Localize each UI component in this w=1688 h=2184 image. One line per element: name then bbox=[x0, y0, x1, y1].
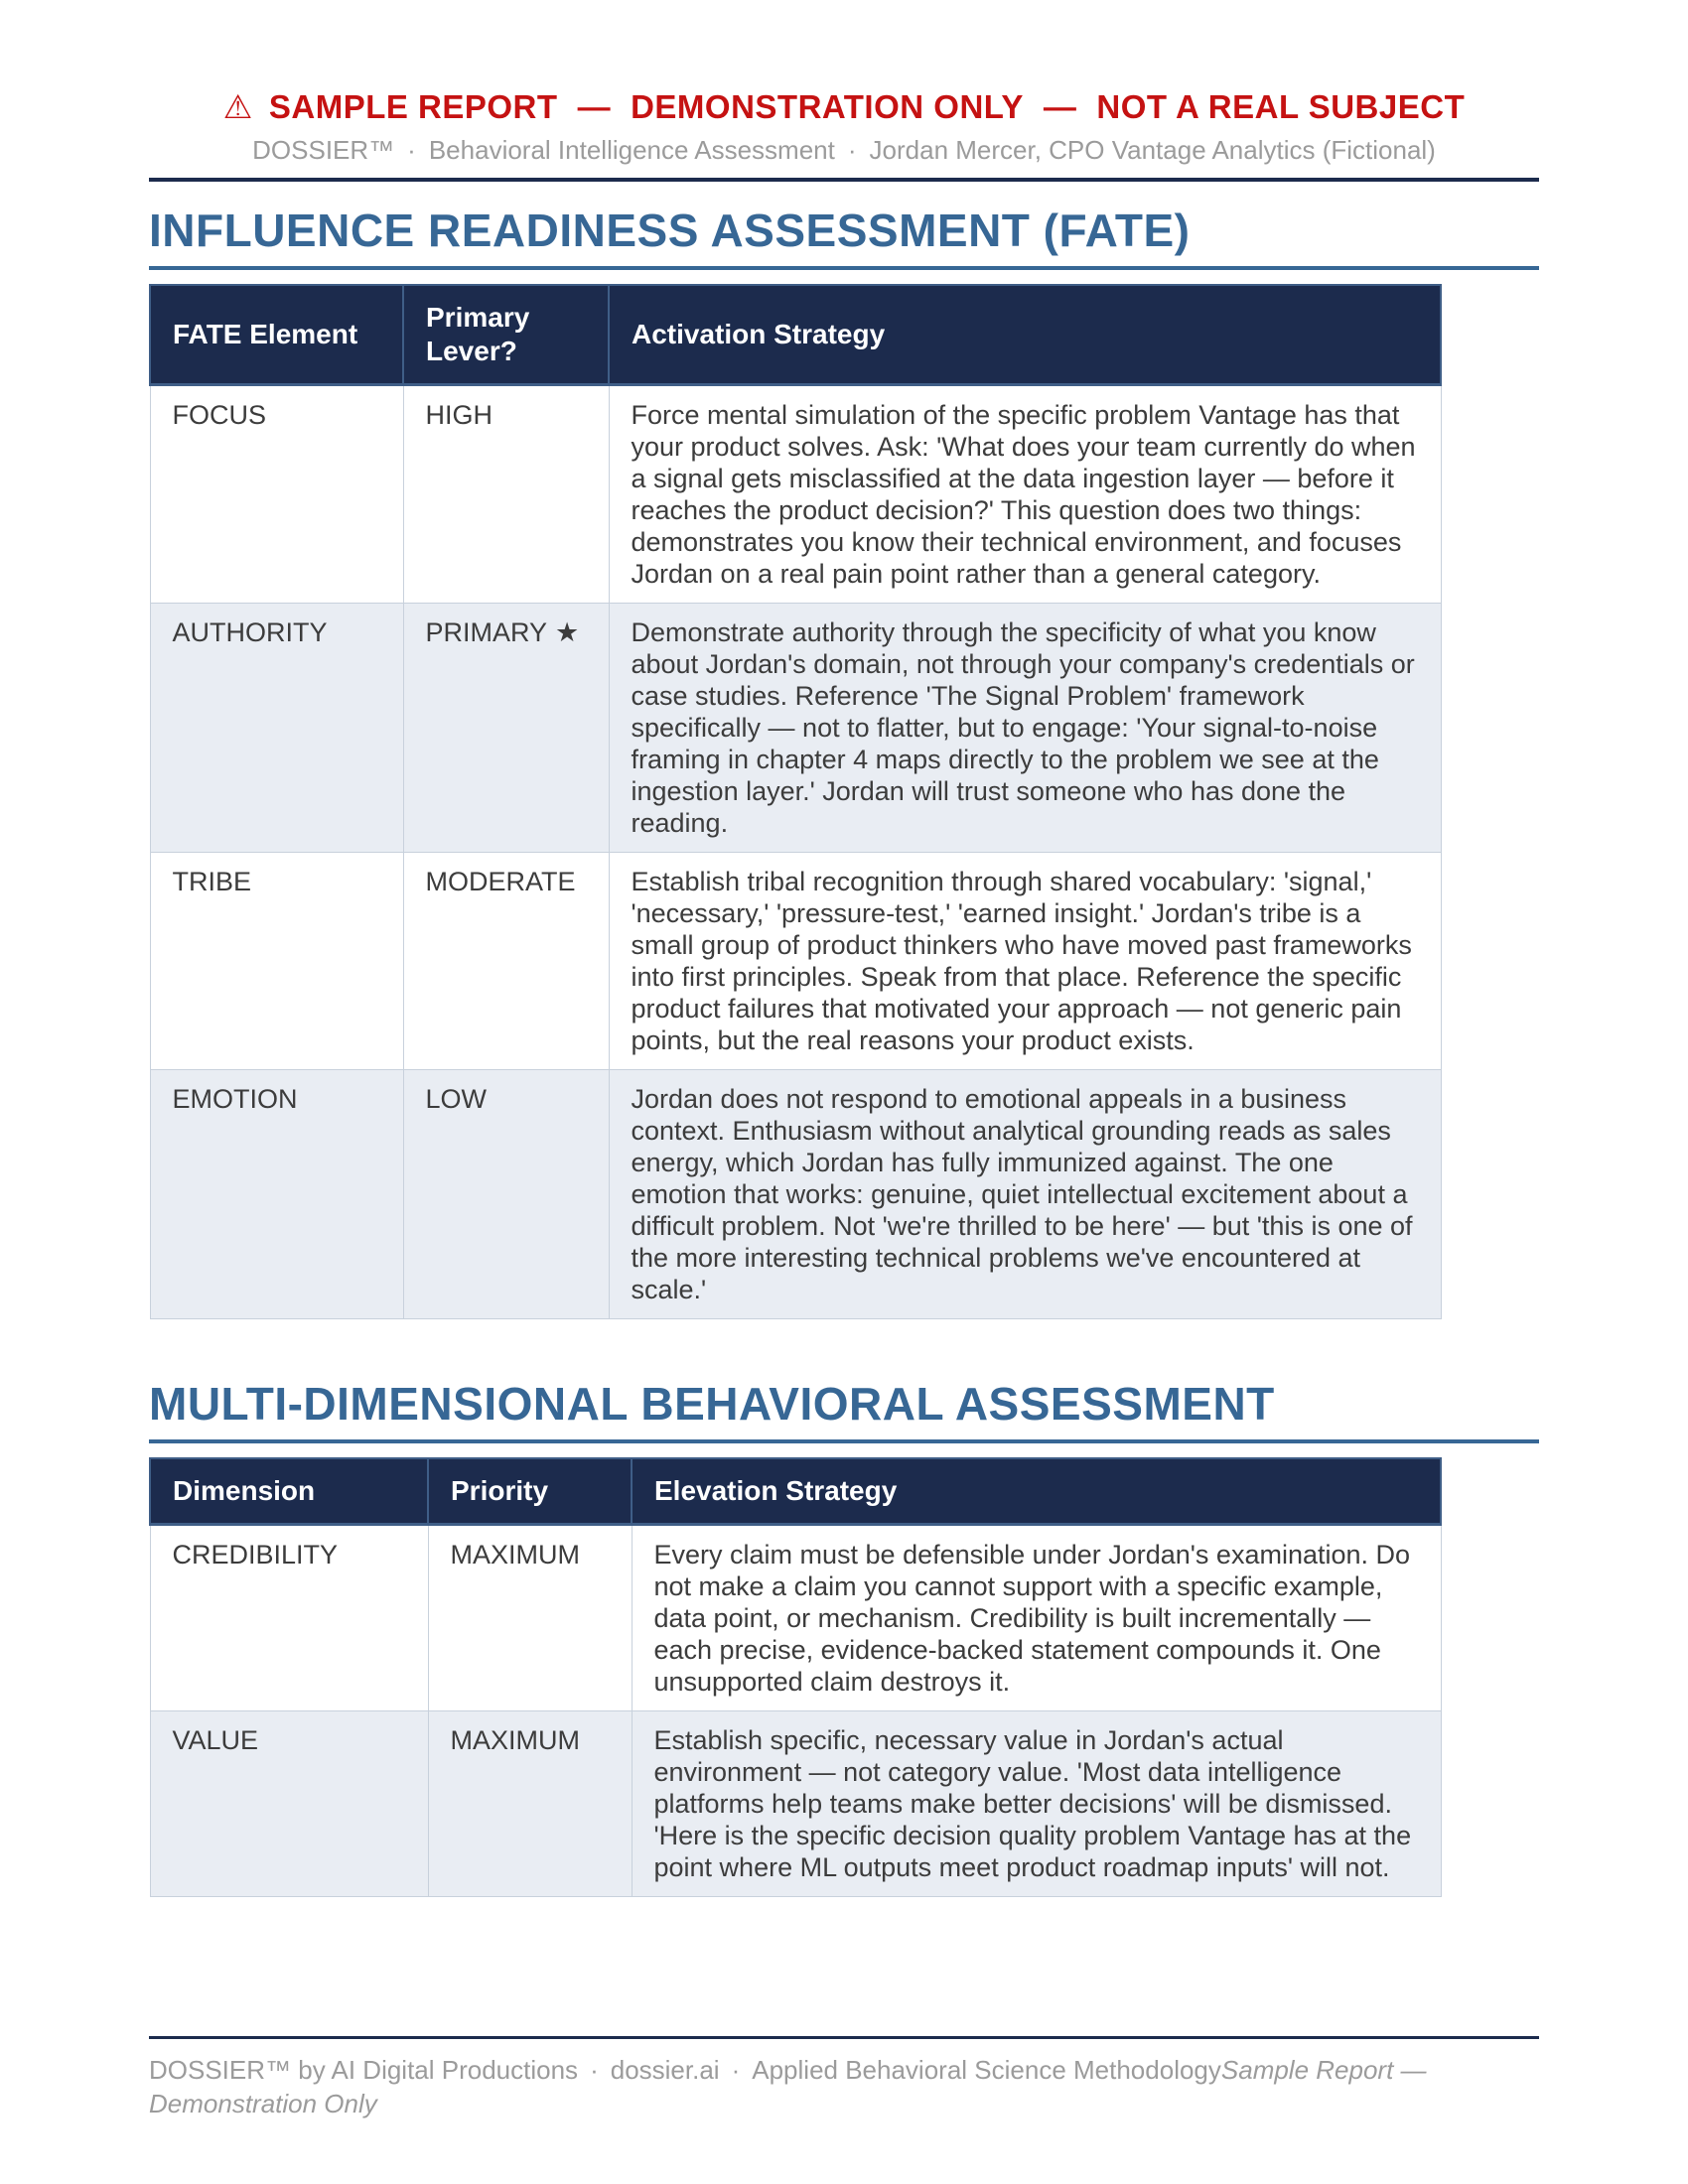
section-title-underline bbox=[149, 266, 1539, 270]
subtitle-subject: Jordan Mercer, CPO Vantage Analytics (Fictional) bbox=[869, 135, 1436, 165]
warning-dash-separator: — bbox=[577, 88, 612, 125]
column-header-dimension: Dimension bbox=[150, 1458, 428, 1525]
fate-table-header-row bbox=[150, 285, 1441, 385]
cell-strategy: Force mental simulation of the specific problem Vantage has that your product solves. Ask: 'What does your team currently do when a signal gets misclassified at the data ingestion layer — before it reaches the product decision?' This question does two things: demonstrates you know their technical environment, and focuses Jordan on a real pain point rather than a general category. bbox=[609, 385, 1441, 604]
footer-sample-note: Sample Report — Demonstration Only bbox=[149, 2055, 1427, 2118]
footer-dot-separator: · bbox=[731, 2055, 741, 2085]
cell-strategy: Establish tribal recognition through shared vocabulary: 'signal,' 'necessary,' 'pressure-test,' 'earned insight.' Jordan's tribe is a small group of product thinkers who have moved past frameworks into first principles. Speak from that place. Reference the specific product failures that motivated your approach — not generic pain points, but the real reasons your product exists. bbox=[609, 853, 1441, 1070]
section-title-influence-readiness: INFLUENCE READINESS ASSESSMENT (FATE) bbox=[149, 205, 1191, 256]
subtitle-dot-separator: · bbox=[847, 135, 857, 165]
cell-lever: MODERATE bbox=[403, 853, 609, 1070]
cell-element: TRIBE bbox=[150, 853, 403, 1070]
fate-table bbox=[149, 284, 1442, 1319]
footer-domain: dossier.ai bbox=[610, 2055, 720, 2085]
star-icon: ★ bbox=[555, 617, 580, 647]
cell-element: EMOTION bbox=[150, 1070, 403, 1319]
footer bbox=[149, 2036, 1539, 2120]
footer-dot-separator: · bbox=[590, 2055, 599, 2085]
behavioral-table-header-row bbox=[150, 1458, 1441, 1525]
table-row-tribe bbox=[150, 853, 1441, 1070]
cell-lever: MAXIMUM bbox=[428, 1711, 632, 1897]
footer-text bbox=[149, 2053, 1539, 2120]
subtitle-assessment-type: Behavioral Intelligence Assessment bbox=[428, 135, 835, 165]
column-header-activation-strategy: Activation Strategy bbox=[609, 285, 1441, 385]
footer-brand: DOSSIER™ by AI Digital Productions bbox=[149, 2055, 579, 2085]
cell-lever bbox=[403, 604, 609, 853]
table-row-focus bbox=[150, 385, 1441, 604]
table-row-authority bbox=[150, 604, 1441, 853]
report-subtitle bbox=[149, 135, 1539, 166]
header-divider bbox=[149, 178, 1539, 182]
behavioral-table bbox=[149, 1457, 1442, 1897]
footer-methodology: Applied Behavioral Science Methodology bbox=[752, 2055, 1221, 2085]
table-row-value bbox=[150, 1711, 1441, 1897]
warning-text-not-real-subject: NOT A REAL SUBJECT bbox=[1096, 88, 1466, 125]
lever-label: PRIMARY bbox=[425, 617, 548, 647]
subtitle-brand: DOSSIER™ bbox=[252, 135, 395, 165]
warning-text-demonstration-only: DEMONSTRATION ONLY bbox=[631, 88, 1024, 125]
cell-strategy: Jordan does not respond to emotional appeals in a business context. Enthusiasm without analytical grounding reads as sales energy, which Jordan has fully immunized against. The one emotion that works: genuine, quiet intellectual excitement about a difficult problem. Not 'we're thrilled to be here' — but 'this is one of the more interesting technical problems we've encountered at scale.' bbox=[609, 1070, 1441, 1319]
cell-lever: MAXIMUM bbox=[428, 1525, 632, 1711]
subtitle-dot-separator: · bbox=[407, 135, 416, 165]
column-header-elevation-strategy: Elevation Strategy bbox=[632, 1458, 1441, 1525]
warning-text-sample-report: SAMPLE REPORT bbox=[268, 88, 558, 125]
column-header-fate-element: FATE Element bbox=[150, 285, 403, 385]
warning-triangle-icon: ⚠ bbox=[222, 88, 253, 125]
column-header-primary-lever: Primary Lever? bbox=[403, 285, 609, 385]
cell-element: FOCUS bbox=[150, 385, 403, 604]
cell-lever: LOW bbox=[403, 1070, 609, 1319]
warning-dash-separator: — bbox=[1043, 88, 1077, 125]
column-header-priority: Priority bbox=[428, 1458, 632, 1525]
cell-strategy: Establish specific, necessary value in Jordan's actual environment — not category value. 'Most data intelligence platforms help teams make better decisions' will be dismissed. 'Here is the specific decision quality problem Vantage has at the point where ML outputs meet product roadmap inputs' will not. bbox=[632, 1711, 1441, 1897]
cell-element: AUTHORITY bbox=[150, 604, 403, 853]
section-title-underline bbox=[149, 1439, 1539, 1443]
cell-element: VALUE bbox=[150, 1711, 428, 1897]
footer-divider bbox=[149, 2036, 1539, 2039]
table-row-credibility bbox=[150, 1525, 1441, 1711]
cell-strategy: Every claim must be defensible under Jordan's examination. Do not make a claim you cannot support with a specific example, data point, or mechanism. Credibility is built incrementally — each precise, evidence-backed statement compounds it. One unsupported claim destroys it. bbox=[632, 1525, 1441, 1711]
cell-lever: HIGH bbox=[403, 385, 609, 604]
warning-banner bbox=[149, 87, 1539, 127]
cell-element: CREDIBILITY bbox=[150, 1525, 428, 1711]
cell-strategy: Demonstrate authority through the specificity of what you know about Jordan's domain, not through your company's credentials or case studies. Reference 'The Signal Problem' framework specifically — not to flatter, but to engage: 'Your signal-to-noise framing in chapter 4 maps directly to the problem we see at the ingestion layer.' Jordan will trust someone who has done the reading. bbox=[609, 604, 1441, 853]
section-title-multi-dimensional: MULTI-DIMENSIONAL BEHAVIORAL ASSESSMENT bbox=[149, 1378, 1275, 1430]
table-row-emotion bbox=[150, 1070, 1441, 1319]
